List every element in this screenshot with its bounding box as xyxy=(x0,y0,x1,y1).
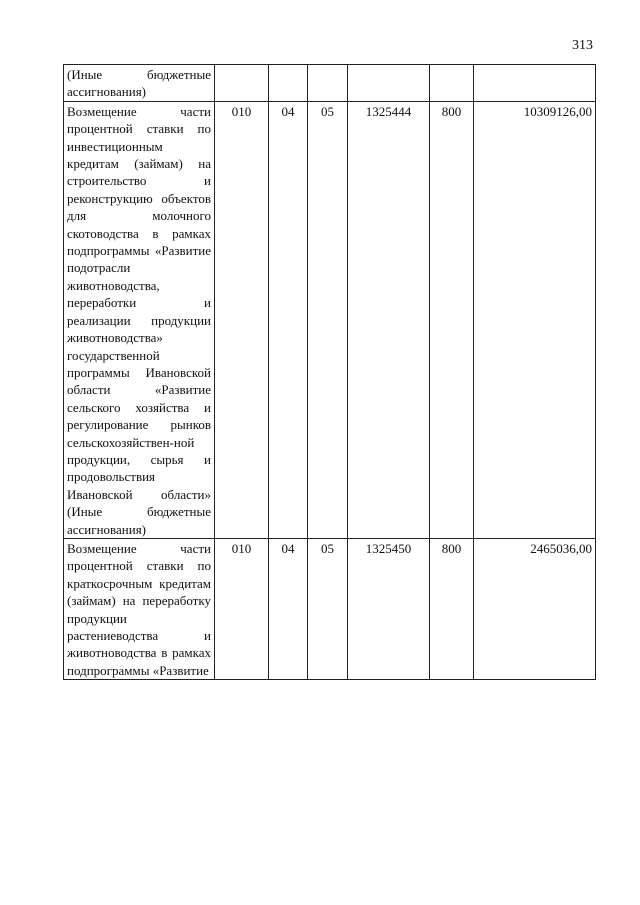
ministry-code-cell: 010 xyxy=(215,538,269,679)
subsection-code-cell xyxy=(308,65,348,102)
table-row xyxy=(64,65,596,102)
expense-type-cell xyxy=(430,65,474,102)
expense-type-cell: 800 xyxy=(430,538,474,679)
row-description: Возмещение части процентной ставки по инвестиционным кредитам (займам) на строительство и реконструкцию объектов для молочного скотоводства в рамках подпрограммы «Развитие подотрасли животноводства, переработки и реализации продукции животноводства» государственной программы Ивановской области «Развитие сельского хозяйства и регулирование рынков сельскохозяйствен-ной продукции, сырья и продовольствия Ивановской области» (Иные бюджетные ассигнования) xyxy=(64,101,215,538)
amount-cell: 10309126,00 xyxy=(474,101,596,538)
target-article-cell: 1325450 xyxy=(348,538,430,679)
amount-cell: 2465036,00 xyxy=(474,538,596,679)
target-article-cell xyxy=(348,65,430,102)
section-code-cell: 04 xyxy=(269,101,308,538)
page-number: 313 xyxy=(572,38,593,53)
section-code-cell xyxy=(269,65,308,102)
expense-type-cell: 800 xyxy=(430,101,474,538)
table-row xyxy=(64,101,596,538)
amount-cell xyxy=(474,65,596,102)
section-code-cell: 04 xyxy=(269,538,308,679)
subsection-code-cell: 05 xyxy=(308,538,348,679)
table-row xyxy=(64,538,596,679)
budget-table xyxy=(63,64,596,680)
target-article-cell: 1325444 xyxy=(348,101,430,538)
row-description: (Иные бюджетные ассигнования) xyxy=(64,65,215,102)
subsection-code-cell: 05 xyxy=(308,101,348,538)
ministry-code-cell xyxy=(215,65,269,102)
ministry-code-cell: 010 xyxy=(215,101,269,538)
row-description: Возмещение части процентной ставки по краткосрочным кредитам (займам) на переработку продукции растениеводства и животноводства в рамках подпрограммы «Развитие xyxy=(64,538,215,679)
